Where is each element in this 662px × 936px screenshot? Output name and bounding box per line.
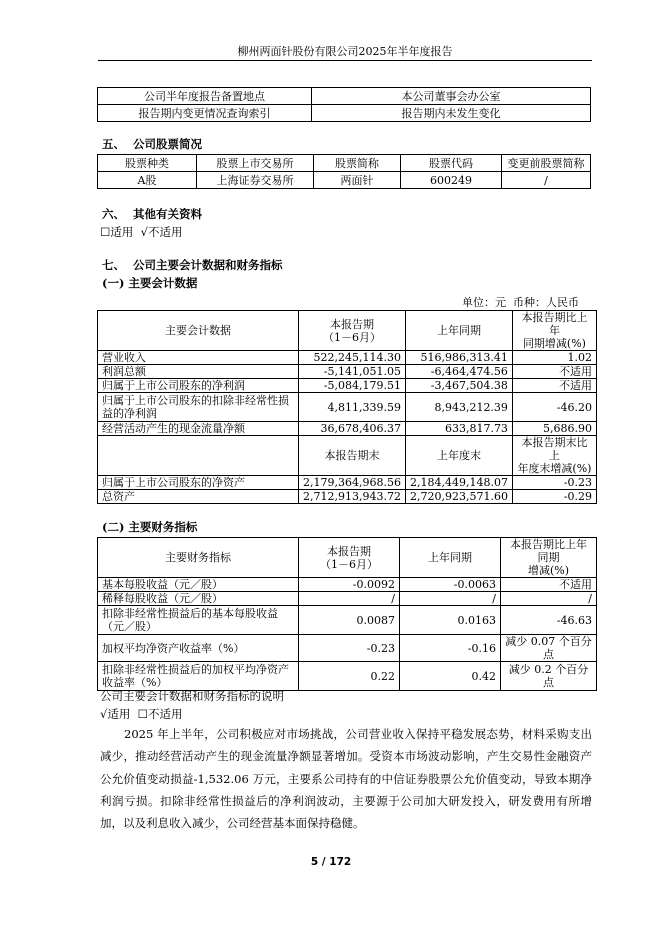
table-cell: 归属于上市公司股东的扣除非经常性损益的净利润 xyxy=(98,393,299,422)
section-title-stock: 五、 公司股票简况 xyxy=(102,137,203,151)
unit-label: 单位：元 币种：人民币 xyxy=(462,296,579,309)
table-row xyxy=(98,538,597,578)
table-cell: 营业收入 xyxy=(98,351,299,365)
table-row xyxy=(98,88,591,105)
table-cell: -0.16 xyxy=(400,635,501,662)
table-cell: -46.20 xyxy=(512,393,596,422)
table-cell: 0.0087 xyxy=(299,606,400,635)
table-header: 股票种类 xyxy=(98,155,197,172)
header-divider xyxy=(98,60,592,61)
page-number: 5 / 172 xyxy=(310,856,352,868)
table-row xyxy=(98,578,597,592)
table-header: 本报告期末 xyxy=(299,436,406,476)
table-header: 上年同期 xyxy=(405,311,512,351)
table-row xyxy=(98,422,597,436)
table-cell: -3,467,504.38 xyxy=(405,379,512,393)
note-title: 公司主要会计数据和财务指标的说明 xyxy=(100,689,284,703)
table-cell: 减少 0.2 个百分点 xyxy=(501,662,597,691)
table-row xyxy=(98,490,597,504)
table-header: 本报告期比上年 同期增减(%) xyxy=(512,311,596,351)
table-cell: 2,720,923,571.60 xyxy=(405,490,512,504)
table-cell: 归属于上市公司股东的净资产 xyxy=(98,476,299,490)
table-cell: 4,811,339.59 xyxy=(299,393,406,422)
table-cell: 36,678,406.37 xyxy=(299,422,406,436)
table-header: 本报告期 （1－6月） xyxy=(299,311,406,351)
table-cell: 利润总额 xyxy=(98,365,299,379)
report-place-table xyxy=(97,87,591,122)
table-cell: 报告期内未发生变化 xyxy=(312,105,591,122)
table-cell: -5,141,051.05 xyxy=(299,365,406,379)
table-cell: / xyxy=(299,592,400,606)
table-cell: 8,943,212.39 xyxy=(405,393,512,422)
table-row xyxy=(98,311,597,351)
table-row xyxy=(98,172,591,189)
table-header: 股票简称 xyxy=(314,155,401,172)
table-cell: 633,817.73 xyxy=(405,422,512,436)
table-row xyxy=(98,365,597,379)
table-row xyxy=(98,155,591,172)
table-row xyxy=(98,351,597,365)
table-cell: 总资产 xyxy=(98,490,299,504)
table-cell xyxy=(98,436,299,476)
accounting-data-table xyxy=(97,310,597,504)
table-cell: 516,986,313.41 xyxy=(405,351,512,365)
table-header: 本报告期比上年同期 增减(%) xyxy=(501,538,597,578)
table-cell: 0.22 xyxy=(299,662,400,691)
table-cell: 5,686.90 xyxy=(512,422,596,436)
table-cell: A股 xyxy=(98,172,197,189)
table-row xyxy=(98,105,591,122)
table-cell: 2,179,364,968.56 xyxy=(299,476,406,490)
table-header: 主要财务指标 xyxy=(98,538,299,578)
table-header: 本报告期 （1－6月） xyxy=(299,538,400,578)
table-cell: 减少 0.07 个百分点 xyxy=(501,635,597,662)
table-cell: 扣除非经常性损益后的基本每股收益（元／股） xyxy=(98,606,299,635)
table-cell: 不适用 xyxy=(512,365,596,379)
table-row xyxy=(98,662,597,691)
table-cell: 上海证券交易所 xyxy=(197,172,314,189)
table-cell: 600249 xyxy=(401,172,502,189)
table-cell: 2,184,449,148.07 xyxy=(405,476,512,490)
table-cell: -0.23 xyxy=(299,635,400,662)
table-cell: -0.29 xyxy=(512,490,596,504)
table-row xyxy=(98,635,597,662)
page-header-title: 柳州两面针股份有限公司2025年半年度报告 xyxy=(237,45,453,58)
table-cell: -0.23 xyxy=(512,476,596,490)
table-row xyxy=(98,476,597,490)
table-cell: 2,712,913,943.72 xyxy=(299,490,406,504)
table-cell: 1.02 xyxy=(512,351,596,365)
table-cell: 报告期内变更情况查询索引 xyxy=(98,105,312,122)
table-cell: -0.0092 xyxy=(299,578,400,592)
table-cell: -46.63 xyxy=(501,606,597,635)
table-row xyxy=(98,436,597,476)
table-row xyxy=(98,379,597,393)
section-title-financial: 七、 公司主要会计数据和财务指标 xyxy=(102,258,283,272)
table-cell: -6,464,474.56 xyxy=(405,365,512,379)
table-cell: 0.42 xyxy=(400,662,501,691)
subsection-title-accounting: (一) 主要会计数据 xyxy=(102,276,198,290)
table-cell: 522,245,114.30 xyxy=(299,351,406,365)
table-cell: 扣除非经常性损益后的加权平均净资产收益率（%） xyxy=(98,662,299,691)
table-header: 上年度末 xyxy=(405,436,512,476)
table-cell: -0.0063 xyxy=(400,578,501,592)
table-cell: 公司半年度报告备置地点 xyxy=(98,88,312,105)
table-cell: 经营活动产生的现金流量净额 xyxy=(98,422,299,436)
financial-indicators-table xyxy=(97,537,597,691)
table-cell: / xyxy=(501,592,597,606)
table-header: 本报告期末比上 年度末增减(%) xyxy=(512,436,596,476)
table-row xyxy=(98,592,597,606)
table-cell: 加权平均净资产收益率（%） xyxy=(98,635,299,662)
table-header: 主要会计数据 xyxy=(98,311,299,351)
subsection-title-indicators: (二) 主要财务指标 xyxy=(102,520,198,534)
table-header: 变更前股票简称 xyxy=(502,155,591,172)
section-title-other: 六、 其他有关资料 xyxy=(102,207,203,221)
table-header: 上年同期 xyxy=(400,538,501,578)
table-cell: 两面针 xyxy=(314,172,401,189)
table-cell: / xyxy=(502,172,591,189)
table-cell: / xyxy=(400,592,501,606)
table-header: 股票上市交易所 xyxy=(197,155,314,172)
table-cell: 基本每股收益（元／股） xyxy=(98,578,299,592)
table-cell: 0.0163 xyxy=(400,606,501,635)
table-cell: -5,084,179.51 xyxy=(299,379,406,393)
table-cell: 本公司董事会办公室 xyxy=(312,88,591,105)
applicability-options: ☐适用 √不适用 xyxy=(100,225,183,239)
table-header: 股票代码 xyxy=(401,155,502,172)
table-row xyxy=(98,393,597,422)
table-cell: 不适用 xyxy=(512,379,596,393)
table-row xyxy=(98,606,597,635)
note-paragraph: 2025 年上半年，公司积极应对市场挑战，公司营业收入保持平稳发展态势，材料采购支出减少，推动经营活动产生的现金流量净额显著增加。受资本市场波动影响，产生交易性金融资产公允价值变动损益-1,532.06 万元，主要系公司持有的中信证券股票公允价值变动，导致本期净利润亏损。扣除非经常性损益后的净利润波动，主要源于公司加大研发投入，研发费用有所增加，以及利息收入减少，公司经营基本面保持稳健。 xyxy=(100,727,592,831)
table-cell: 归属于上市公司股东的净利润 xyxy=(98,379,299,393)
stock-table xyxy=(97,154,591,189)
table-cell: 不适用 xyxy=(501,578,597,592)
note-applicability-options: √适用 ☐不适用 xyxy=(100,707,183,721)
table-cell: 稀释每股收益（元／股） xyxy=(98,592,299,606)
